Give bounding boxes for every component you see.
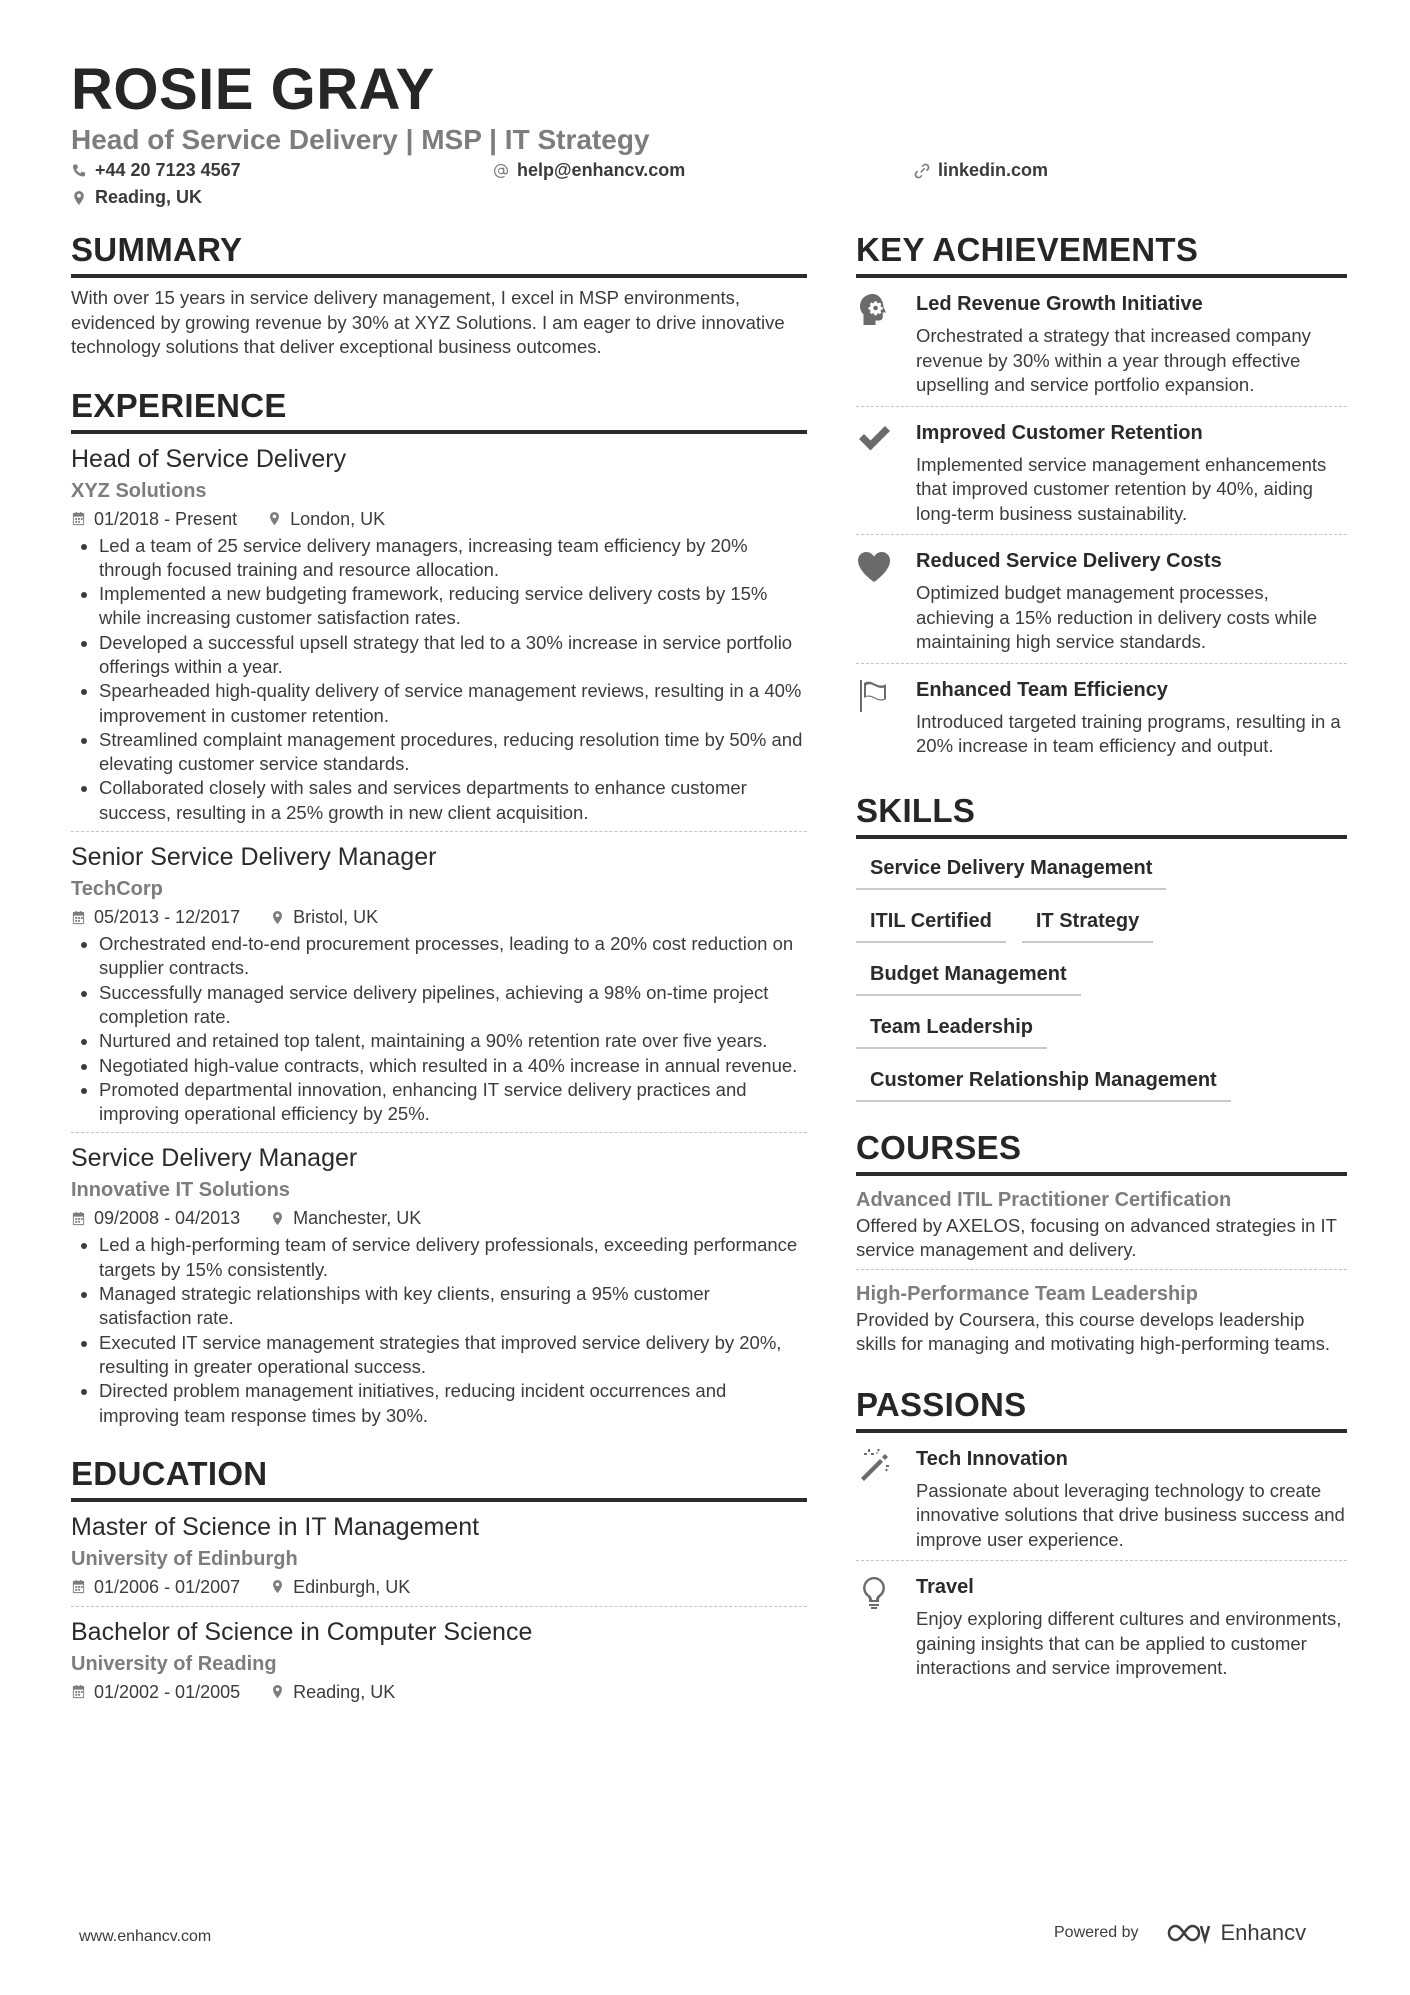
bullet-item: • Spearheaded high-quality delivery of service management reviews, resulting in a 40% improvement in customer retention. (99, 679, 807, 728)
education-location: Reading, UK (293, 1681, 396, 1702)
achievement-desc: Implemented service management enhancements that improved customer retention by 40%, aiding long-term business sustainability. (916, 453, 1327, 524)
calendar-icon (71, 1684, 86, 1699)
degree-title: Bachelor of Science in Computer Science (71, 1617, 533, 1646)
skill-tag: Service Delivery Management (856, 853, 1166, 890)
job-bullets (71, 1233, 807, 1427)
bullet-item: • Led a team of 25 service delivery managers, increasing team efficiency by 20% through focused training and resource allocation. (99, 534, 807, 583)
job-location: Bristol, UK (293, 907, 379, 928)
passion-item (856, 1561, 1347, 1689)
left-column (71, 228, 807, 1711)
achievement-title: Enhanced Team Efficiency (916, 678, 1168, 701)
contact-phone (71, 160, 241, 181)
bullet-item: • Successfully managed service delivery pipelines, achieving a 98% on-time project completion rate. (99, 981, 807, 1030)
footer-website[interactable]: www.enhancv.com (79, 1928, 212, 1945)
achievement-title: Led Revenue Growth Initiative (916, 293, 1203, 315)
achievement-item (856, 278, 1347, 407)
bullet-item: • Developed a successful upsell strategy that led to a 30% increase in service portfolio offerings within a year. (99, 631, 807, 680)
skills-list (856, 839, 1347, 1112)
passion-desc: Enjoy exploring different cultures and environments, gaining insights that can be applied to customer interactions and service improvement. (916, 1608, 1342, 1678)
phone-text: +44 20 7123 4567 (95, 160, 241, 180)
achievement-desc: Orchestrated a strategy that increased company revenue by 30% within a year through effective upselling and service portfolio expansion. (916, 325, 1311, 395)
skill-tag: Budget Management (856, 959, 1081, 996)
course-desc: Provided by Coursera, this course develops leadership skills for managing and motivating high-performing teams. (856, 1308, 1331, 1354)
course-item (856, 1270, 1347, 1363)
contact-linkedin[interactable] (914, 160, 1048, 181)
skill-tag: Team Leadership (856, 1012, 1047, 1049)
skill-tag: ITIL Certified (856, 906, 1006, 943)
enhancv-logo-icon (1165, 1921, 1211, 1945)
bullet-item: • Directed problem management initiatives, reducing incident occurrences and improving team response times by 30%. (99, 1379, 807, 1428)
enhancv-logo[interactable] (1165, 1920, 1307, 1946)
bullet-item: • Managed strategic relationships with key clients, ensuring a 95% customer satisfaction rate. (99, 1282, 807, 1331)
passions-heading: PASSIONS (856, 1383, 1347, 1433)
achievement-title: Improved Customer Retention (916, 421, 1203, 444)
education-location: Edinburgh, UK (293, 1576, 411, 1597)
skills-heading: SKILLS (856, 789, 1347, 839)
skill-tag: Customer Relationship Management (856, 1065, 1231, 1102)
job-location: Manchester, UK (293, 1208, 422, 1229)
location-text: Reading, UK (95, 187, 203, 207)
job-dates: 01/2018 - Present (94, 508, 238, 529)
achievement-item (856, 664, 1347, 767)
job-location: London, UK (290, 508, 386, 529)
skill-tag: IT Strategy (1022, 906, 1153, 943)
phone-icon (71, 163, 87, 179)
job-title: Service Delivery Manager (71, 1144, 358, 1173)
course-desc: Offered by AXELOS, focusing on advanced strategies in IT service management and delivery. (856, 1214, 1337, 1260)
magic-wand-icon (856, 1447, 892, 1483)
job-meta (71, 1205, 807, 1231)
education-section (71, 1452, 807, 1711)
job-dates: 05/2013 - 12/2017 (94, 907, 241, 928)
education-entry (71, 1502, 807, 1607)
education-meta (71, 1679, 807, 1705)
bullet-item: • Nurtured and retained top talent, maintaining a 90% retention rate over five years. (99, 1029, 807, 1053)
email-text: help@enhancv.com (517, 160, 686, 180)
lightbulb-icon (856, 1575, 892, 1611)
calendar-icon (71, 1211, 86, 1226)
candidate-headline: Head of Service Delivery | MSP | IT Strategy (71, 124, 650, 155)
calendar-icon (71, 910, 86, 925)
footer-branding (1054, 1920, 1306, 1946)
location-pin-icon (270, 1684, 285, 1699)
education-entry (71, 1607, 807, 1711)
candidate-name: ROSIE GRAY (71, 57, 435, 122)
powered-by-label: Powered by (1054, 1924, 1139, 1941)
job-title: Senior Service Delivery Manager (71, 843, 437, 872)
course-item (856, 1176, 1347, 1270)
bullet-item: • Executed IT service management strategies that improved service delivery by 20%, resulting in greater operational success. (99, 1331, 807, 1380)
calendar-icon (71, 511, 86, 526)
passion-title: Travel (916, 1576, 974, 1598)
degree-title: Master of Science in IT Management (71, 1512, 480, 1541)
location-pin-icon (267, 511, 282, 526)
right-column (856, 228, 1347, 1689)
company-name: XYZ Solutions (71, 479, 207, 502)
achievement-desc: Optimized budget management processes, achieving a 15% reduction in delivery costs while maintaining high service standards. (916, 582, 1318, 652)
skills-section (856, 789, 1347, 1112)
flag-icon (856, 678, 892, 714)
experience-heading: EXPERIENCE (71, 384, 807, 434)
bullet-item: • Streamlined complaint management procedures, reducing resolution time by 50% and elevating customer service standards. (99, 728, 807, 777)
achievements-heading: KEY ACHIEVEMENTS (856, 228, 1347, 278)
brand-name: Enhancv (1220, 1920, 1307, 1945)
passion-title: Tech Innovation (916, 1447, 1068, 1470)
job-entry (71, 434, 807, 833)
job-bullets (71, 932, 807, 1126)
job-title: Head of Service Delivery (71, 444, 347, 473)
job-meta (71, 506, 807, 532)
summary-section (71, 228, 807, 360)
education-dates: 01/2006 - 01/2007 (94, 1576, 241, 1597)
bullet-item: • Implemented a new budgeting framework, reducing service delivery costs by 15% while increasing customer satisfaction rates. (99, 582, 807, 631)
calendar-icon (71, 1579, 86, 1594)
bullet-item: • Negotiated high-value contracts, which resulted in a 40% increase in annual revenue. (99, 1054, 807, 1078)
passion-desc: Passionate about leveraging technology to create innovative solutions that drive business success and improve user experience. (916, 1479, 1345, 1550)
head-gear-icon (856, 292, 892, 328)
passion-item (856, 1433, 1347, 1562)
job-entry (71, 1133, 807, 1433)
school-name: University of Edinburgh (71, 1547, 298, 1570)
bullet-item: • Promoted departmental innovation, enhancing IT service delivery practices and improving operational efficiency by 25%. (99, 1078, 807, 1127)
course-title: High-Performance Team Leadership (856, 1282, 1198, 1305)
experience-section (71, 384, 807, 1434)
education-dates: 01/2002 - 01/2005 (94, 1681, 241, 1702)
company-name: Innovative IT Solutions (71, 1179, 290, 1202)
school-name: University of Reading (71, 1652, 277, 1675)
achievement-title: Reduced Service Delivery Costs (916, 550, 1222, 572)
location-pin-icon (270, 910, 285, 925)
achievement-item (856, 535, 1347, 664)
job-meta (71, 904, 807, 930)
achievement-desc: Introduced targeted training programs, resulting in a 20% increase in team efficiency and output. (916, 710, 1341, 756)
education-meta (71, 1574, 807, 1600)
job-bullets (71, 534, 807, 826)
summary-text: With over 15 years in service delivery management, I excel in MSP environments, evidenced by growing revenue by 30% at XYZ Solutions. I am eager to drive innovative technology solutions that deliver exceptional business outcomes. (71, 287, 785, 357)
location-pin-icon (270, 1211, 285, 1226)
contact-email[interactable] (493, 160, 685, 181)
bullet-item: • Led a high-performing team of service delivery professionals, exceeding performance targets by 15% consistently. (99, 1233, 807, 1282)
checkmark-icon (856, 421, 892, 457)
job-dates: 09/2008 - 04/2013 (94, 1208, 241, 1229)
company-name: TechCorp (71, 878, 163, 901)
linkedin-text: linkedin.com (938, 160, 1049, 180)
summary-heading: SUMMARY (71, 228, 807, 278)
achievements-section (856, 228, 1347, 767)
bullet-item: • Orchestrated end-to-end procurement processes, leading to a 20% cost reduction on supplier contracts. (99, 932, 807, 981)
passions-section (856, 1383, 1347, 1689)
heart-icon (856, 549, 892, 585)
at-icon (493, 163, 509, 179)
location-pin-icon (71, 190, 87, 206)
bullet-item: • Collaborated closely with sales and services departments to enhance customer success, resulting in a 25% growth in new client acquisition. (99, 776, 807, 825)
courses-heading: COURSES (856, 1126, 1347, 1176)
link-icon (914, 163, 930, 179)
achievement-item (856, 407, 1347, 536)
contact-location (71, 187, 202, 208)
course-title: Advanced ITIL Practitioner Certification (856, 1188, 1232, 1211)
education-heading: EDUCATION (71, 1452, 807, 1502)
location-pin-icon (270, 1579, 285, 1594)
courses-section (856, 1126, 1347, 1363)
job-entry (71, 832, 807, 1133)
